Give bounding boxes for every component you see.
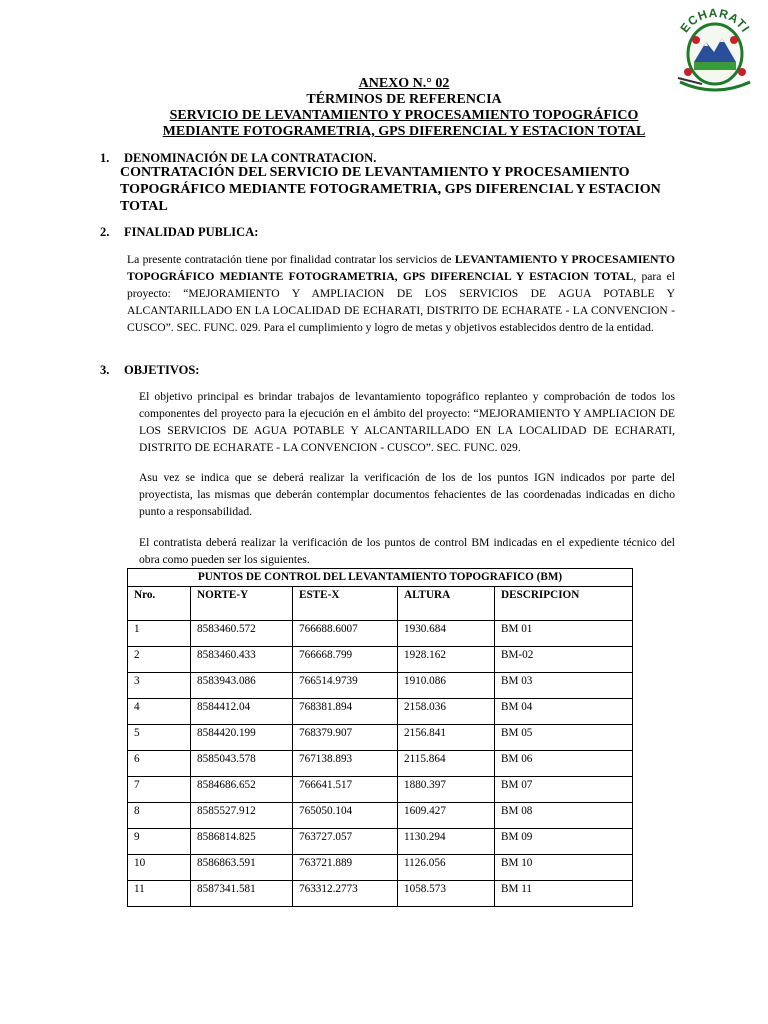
cell-norte: 8583943.086 xyxy=(191,673,293,699)
cell-descripcion: BM 11 xyxy=(495,881,633,907)
section-1-body: CONTRATACIÓN DEL SERVICIO DE LEVANTAMIENTO Y PROCESAMIENTO TOPOGRÁFICO MEDIANTE FOTOGRAMETRIA, GPS DIFERENCIAL Y ESTACION TOTAL xyxy=(120,165,661,214)
cell-norte: 8586814.825 xyxy=(191,829,293,855)
cell-este: 766668.799 xyxy=(293,647,398,673)
section-3-heading: 3. OBJETIVOS: xyxy=(100,363,200,377)
cell-nro: 10 xyxy=(128,855,191,881)
table-row xyxy=(128,855,633,881)
table-row xyxy=(128,829,633,855)
cell-descripcion: BM 04 xyxy=(495,699,633,725)
cell-altura: 1130.294 xyxy=(398,829,495,855)
cell-descripcion: BM 07 xyxy=(495,777,633,803)
cell-altura: 2158.036 xyxy=(398,699,495,725)
cell-nro: 9 xyxy=(128,829,191,855)
section-1-heading: 1. DENOMINACIÓN DE LA CONTRATACION. xyxy=(100,151,377,165)
table-header-row xyxy=(128,587,633,621)
cell-nro: 4 xyxy=(128,699,191,725)
cell-este: 768381.894 xyxy=(293,699,398,725)
objectives-paragraph-1: El objetivo principal es brindar trabajos de levantamiento topográfico replanteo y comprobación de todos los componentes del proyecto para la ejecución en el ámbito del proyecto: “MEJORAMIENTO Y AMPLIACION DE LOS SERVICIOS DE AGUA POTABLE Y ALCANTARILLADO EN LA LOCALIDAD DE ECHARATI, DISTRITO DE ECHARATE - LA CONVENCION - CUSCO”. SEC. FUNC. 029. xyxy=(139,390,675,454)
cell-este: 766641.517 xyxy=(293,777,398,803)
cell-nro: 8 xyxy=(128,803,191,829)
cell-altura: 1058.573 xyxy=(398,881,495,907)
cell-este: 766688.6007 xyxy=(293,621,398,647)
section-2-heading: 2. FINALIDAD PUBLICA: xyxy=(100,225,259,239)
terms-title: TÉRMINOS DE REFERENCIA xyxy=(306,92,502,107)
cell-altura: 1609.427 xyxy=(398,803,495,829)
cell-este: 763721.889 xyxy=(293,855,398,881)
table-row xyxy=(128,881,633,907)
cell-este: 766514.9739 xyxy=(293,673,398,699)
header-este: ESTE-X xyxy=(293,587,398,621)
table-row xyxy=(128,751,633,777)
cell-altura: 1910.086 xyxy=(398,673,495,699)
cell-nro: 5 xyxy=(128,725,191,751)
cell-altura: 1880.397 xyxy=(398,777,495,803)
cell-este: 765050.104 xyxy=(293,803,398,829)
cell-descripcion: BM 01 xyxy=(495,621,633,647)
cell-norte: 8584686.652 xyxy=(191,777,293,803)
header-descripcion: DESCRIPCION xyxy=(495,587,633,621)
header-norte: NORTE-Y xyxy=(191,587,293,621)
cell-descripcion: BM 03 xyxy=(495,673,633,699)
service-title-line-2: MEDIANTE FOTOGRAMETRIA, GPS DIFERENCIAL Y ESTACION TOTAL xyxy=(162,124,646,139)
cell-norte: 8586863.591 xyxy=(191,855,293,881)
objectives-paragraph-2: Asu vez se indica que se deberá realizar la verificación de los de los puntos IGN indicados por parte del proyectista, las mismas que deberán contemplar documentos fehacientes de las coordenadas indicadas en dicho punto a responsabilidad. xyxy=(139,471,675,518)
cell-norte: 8584420.199 xyxy=(191,725,293,751)
cell-altura: 1126.056 xyxy=(398,855,495,881)
cell-norte: 8587341.581 xyxy=(191,881,293,907)
annex-title: ANEXO N.° 02 xyxy=(358,76,450,91)
cell-nro: 6 xyxy=(128,751,191,777)
cell-altura: 2156.841 xyxy=(398,725,495,751)
cell-norte: 8584412.04 xyxy=(191,699,293,725)
cell-descripcion: BM 10 xyxy=(495,855,633,881)
cell-nro: 7 xyxy=(128,777,191,803)
table-row xyxy=(128,725,633,751)
cell-nro: 3 xyxy=(128,673,191,699)
cell-este: 768379.907 xyxy=(293,725,398,751)
table-row xyxy=(128,699,633,725)
bm-control-points-table xyxy=(127,568,633,907)
header-altura: ALTURA xyxy=(398,587,495,621)
cell-nro: 2 xyxy=(128,647,191,673)
cell-nro: 11 xyxy=(128,881,191,907)
cell-nro: 1 xyxy=(128,621,191,647)
cell-descripcion: BM 05 xyxy=(495,725,633,751)
table-row xyxy=(128,777,633,803)
cell-descripcion: BM 08 xyxy=(495,803,633,829)
cell-norte: 8583460.433 xyxy=(191,647,293,673)
table-title: PUNTOS DE CONTROL DEL LEVANTAMIENTO TOPOGRAFICO (BM) xyxy=(128,569,633,587)
table-row xyxy=(128,647,633,673)
cell-este: 763727.057 xyxy=(293,829,398,855)
document-header xyxy=(100,76,708,140)
cell-altura: 2115.864 xyxy=(398,751,495,777)
service-title-line-1: SERVICIO DE LEVANTAMIENTO Y PROCESAMIENTO TOPOGRÁFICO xyxy=(169,108,639,123)
cell-altura: 1928.162 xyxy=(398,647,495,673)
cell-descripcion: BM-02 xyxy=(495,647,633,673)
cell-norte: 8585527.912 xyxy=(191,803,293,829)
header-nro: Nro. xyxy=(128,587,191,621)
svg-text:ECHARATI: ECHARATI xyxy=(677,6,753,36)
cell-norte: 8585043.578 xyxy=(191,751,293,777)
table-row xyxy=(128,673,633,699)
table-row xyxy=(128,621,633,647)
cell-descripcion: BM 06 xyxy=(495,751,633,777)
cell-este: 763312.2773 xyxy=(293,881,398,907)
objectives-paragraph-3: El contratista deberá realizar la verificación de los puntos de control BM indicadas en el expediente técnico del obra como pueden ser los siguientes. xyxy=(139,536,675,566)
cell-norte: 8583460.572 xyxy=(191,621,293,647)
section-2-paragraph: La presente contratación tiene por finalidad contratar los servicios de LEVANTAMIENTO Y PROCESAMIENTO TOPOGRÁFICO MEDIANTE FOTOGRAMETRIA, GPS DIFERENCIAL Y ESTACION TOTAL, para el proyecto: “MEJORAMIENTO Y AMPLIACION DE LOS SERVICIOS DE AGUA POTABLE Y ALCANTARILLADO EN LA LOCALIDAD DE ECHARATI, DISTRITO DE ECHARATE - LA CONVENCION - CUSCO”. SEC. FUNC. 029. Para el cumplimiento y logro de metas y objetivos establecidos dentro de la entidad. xyxy=(127,253,675,334)
table-row xyxy=(128,803,633,829)
cell-altura: 1930.684 xyxy=(398,621,495,647)
cell-descripcion: BM 09 xyxy=(495,829,633,855)
cell-este: 767138.893 xyxy=(293,751,398,777)
